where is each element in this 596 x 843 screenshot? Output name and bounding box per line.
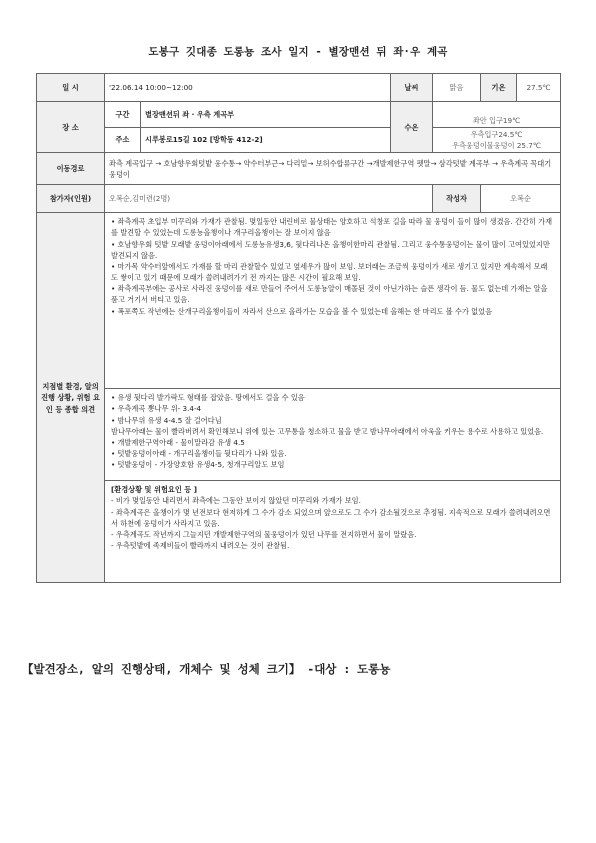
note-line: • 텃밭웅덩이아래 - 개구리올챙이들 뒷다리가 나와 있음.	[111, 449, 287, 459]
route-value: 좌측 계곡입구 → 호남향우회텃밭 웅수통→ 약수터부근→ 다리밑→ 보허수합류구간 →개발제한구역 펫말→ 삼각텃밭 계곡부 → 우측계곡 꼭대기 웅덩이	[105, 153, 561, 185]
address-value: 시루봉로15길 102 [방학동 412-2]	[141, 127, 391, 153]
weather-label: 날씨	[391, 74, 433, 102]
temperature-value: 27.5℃	[517, 74, 561, 102]
section-label: 구간	[105, 102, 141, 128]
note-line: • 밤나무위 유생 4-4.5 잘 걸어다님	[111, 415, 222, 425]
participants-label: 참가자(인원)	[37, 185, 105, 213]
date-value: '22.06.14 10:00~12:00	[105, 74, 391, 102]
temperature-label: 기온	[481, 74, 517, 102]
note-line: - 좌측계곡은 올챙이가 몇 년전보다 현저하게 그 수가 감소 되었으며 앞으로도 그 수가 감소될것으로 추정됨. 지속적으로 모래가 쓸려내려오면서 하천에 웅덩이가 사라지고 있음.	[111, 507, 551, 528]
water-temp-right: 우측입구24.5℃	[433, 127, 561, 141]
note-line: • 호남향우회 텃밭 모래밭 웅덩이아래에서 도롱뇽유생3,6, 뒷다리나온 올챙이한마리 관찰됨. 그리고 웅수통웅덩이는 물이 많이 고여있었지만 발견되지 않음.	[111, 239, 550, 260]
note-line: • 우측계곡 뽕나무 위- 3.4-4	[111, 404, 202, 414]
note-line: - 우측계곡도 작년까지 그늘지던 개발제한구역의 물웅덩이가 있던 나무를 전지하면서 물이 말랐음.	[111, 529, 417, 539]
date-label: 일 시	[37, 74, 105, 102]
place-label: 장 소	[37, 102, 105, 153]
section-heading: 【발견장소, 알의 진행상태, 개체수 및 성체 크기】 -대상 : 도롱뇽	[22, 662, 391, 676]
note-line: - 우측텃밭에 족제비들이 빨라까지 내려오는 것이 관찰됨.	[111, 541, 290, 551]
weather-value: 맑음	[433, 74, 481, 102]
note-line: • 폭포쪽도 작년에는 산개구리올챙이들이 자라서 산으로 올라가는 모습을 볼 수 있었는데 올해는 한 마리도 볼 수가 없었음	[111, 306, 493, 316]
water-temp-left: 좌안 입구19℃	[433, 114, 561, 128]
note-line: • 좌측계곡 초입부 미꾸리와 가재가 관찰됨. 몇일동안 내린비로 물상태는 양호하고 석창포 길을 따라 물 웅덩이 들이 많이 생겼음. 간간히 가재를 발견할 수 있었는데 도롱뇽올챙이나 개구리올챙이는 잘 보이지 않음	[111, 217, 553, 238]
note-line: - 비가 몇일동안 내리면서 좌측에는 그동안 보이지 않았던 미꾸리와 가재가 보임.	[111, 496, 361, 506]
notes-block-2	[105, 389, 561, 481]
section-value: 별장맨션뒤 좌 · 우측 계곡부	[141, 102, 391, 128]
writer-value: 오복순	[481, 185, 561, 213]
water-temp-pool: 우측웅덩이물웅덩이 25.7℃	[433, 141, 561, 153]
notes-block-3	[105, 481, 561, 583]
note-line: • 개발제한구역아래 - 물이말라감 유생 4.5	[111, 437, 245, 447]
environment-risk-title: [환경상황 및 위험요인 등 ]	[111, 485, 198, 495]
route-label: 이동경로	[37, 153, 105, 185]
notes-label: 지점별 환경, 알의 진행 상황, 위험 요인 등 종합 의견	[37, 213, 105, 583]
note-line: • 텃밭웅덩이 - 가장양호함 유생4-5, 청개구리알도 보임	[111, 460, 285, 470]
note-line: • 마가목 약수터앞에서도 가재를 할 마리 관찰할수 있었고 옆세우가 많이 보임. 보더래는 조금씩 웅덩이가 새로 생기고 있지만 계속해서 모래도 쌓이고 있기 때문에 모래가 쓸려내려가기 전 까지는 많은 시간이 필요해 보임.	[111, 261, 548, 283]
note-line: 밤나무아래는 물이 빨라버려서 확인해보니 위에 있는 고무통을 청소하고 물을 받고 밤나무아래에서 아욱을 키우는 용수로 사용하고 있었음.	[111, 426, 544, 436]
survey-log-table	[36, 73, 561, 583]
notes-block-1	[105, 213, 561, 389]
participants-value: 오복순,김미련(2명)	[105, 185, 433, 213]
writer-label: 작성자	[433, 185, 481, 213]
note-line: • 좌측계곡부에는 공사로 사라진 웅덩이를 새로 만들어 주어서 도롱뇽알이 매몰된 것이 아닌가하는 슬픈 생각이 듬. 물도 없는데 가재는 알을 품고 거기서 버티고 있음.	[111, 284, 548, 305]
document-title: 도봉구 깃대종 도롱뇽 조사 일지 - 별장맨션 뒤 좌·우 계곡	[148, 46, 448, 58]
address-label: 주소	[105, 127, 141, 153]
note-line: • 유생 뒷다리 발가락도 형태를 잡았음. 땅에서도 걸을 수 있음	[111, 393, 305, 403]
water-temp-label: 수온	[391, 102, 433, 153]
